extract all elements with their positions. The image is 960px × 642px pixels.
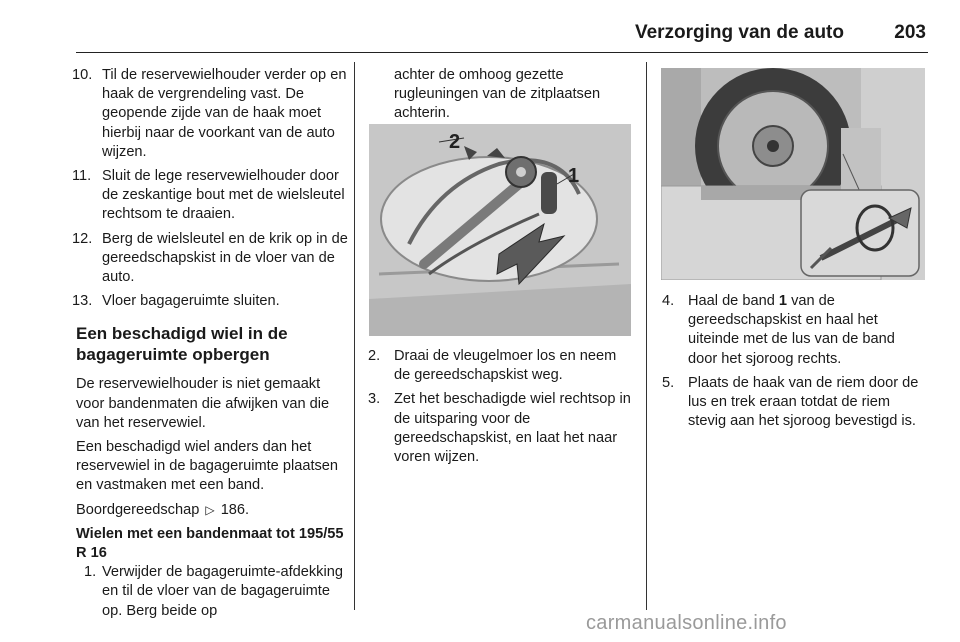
step-number: 11. — [72, 168, 92, 185]
step-text: Zet het beschadigde wiel rechtsop in de uitsparing voor de gereedschapskist, en laat het naar voren wijzen. — [394, 391, 631, 466]
step-1 — [76, 563, 348, 621]
step-number: 5. — [662, 374, 675, 391]
step-number: 10. — [72, 67, 93, 83]
step-text: Plaats de haak van de riem door de lus en trek eraan totdat de riem stevig aan het sjoroog bevestigd is. — [688, 374, 919, 430]
column-divider-2 — [646, 62, 647, 610]
spare-wheel-figure — [661, 68, 925, 280]
step-11 — [72, 167, 348, 225]
cross-reference-paragraph — [76, 501, 348, 520]
page-number: 203 — [894, 22, 926, 43]
reference-link[interactable]: 186. — [220, 501, 250, 518]
section-heading: Een beschadigd wiel in de bagageruimte opbergen — [76, 324, 288, 365]
step-3 — [368, 390, 636, 467]
paragraph: De reservewielhouder is niet gemaakt voor bandenmaten die afwijken van die van het reservewiel. — [76, 376, 330, 431]
step-number: 4. — [662, 293, 675, 309]
step-text: Verwijder de bagageruimte-afdekking en til de vloer van de bagageruimte op. Berg beide op — [102, 564, 343, 619]
step-text: Draai de vleugelmoer los en neem de gereedschapskist weg. — [394, 348, 617, 384]
column-1 — [72, 66, 348, 626]
toolbox-figure — [369, 124, 631, 336]
step-12 — [72, 230, 348, 288]
watermark: carmanualsonline.info — [586, 612, 787, 634]
step-continuation: achter de omhoog gezette rugleuningen van de zitplaatsen achterin. — [394, 67, 601, 122]
column-2-steps — [368, 347, 636, 472]
step-number: 2. — [368, 348, 381, 364]
callout-label-1: 1 — [568, 165, 580, 187]
section-title: Verzorging van de auto — [634, 22, 844, 43]
column-2 — [368, 66, 636, 129]
step-10 — [72, 66, 348, 162]
step-text: Til de reservewielhouder verder op en haak de vergrendeling vast. De geopende zijde van de haak moet hierbij naar de voorkant van de auto wijzen. — [102, 67, 347, 160]
callout-label-2: 2 — [449, 131, 461, 153]
step-number: 1. — [84, 564, 97, 581]
header-divider — [76, 52, 928, 53]
column-divider-1 — [354, 62, 355, 610]
step-text: Vloer bagageruimte sluiten. — [102, 293, 280, 310]
step-13 — [72, 292, 348, 311]
step-5 — [662, 374, 928, 432]
step-text: Sluit de lege reservewielhouder door de zeskantige bout met de wielsleutel rechtsom te draaien. — [102, 168, 345, 223]
subheading: Wielen met een bandenmaat tot 195/55 R 16 — [76, 525, 344, 562]
step-text-post: van de gereedschapskist en haal het uiteinde met de lus van de band door het sjoroog rechts. — [688, 293, 895, 367]
column-3 — [662, 292, 928, 436]
step-text: Berg de wielsleutel en de krik op in de gereedschapskist in de vloer van de auto. — [102, 230, 348, 286]
toolbox-illustration — [369, 124, 631, 336]
paragraph: Een beschadigd wiel anders dan het reservewiel in de bagageruimte plaatsen en vastmaken met een band. — [76, 439, 339, 494]
callout-reference: 1 — [778, 293, 788, 309]
page-reference-icon: ▷ — [205, 502, 215, 517]
step-number: 12. — [72, 230, 93, 247]
spare-wheel-illustration — [661, 68, 925, 280]
step-4 — [662, 292, 928, 369]
page-header — [76, 22, 928, 48]
step-2 — [368, 347, 636, 385]
step-number: 13. — [72, 293, 93, 310]
step-number: 3. — [368, 391, 381, 408]
reference-label: Boordgereedschap — [76, 501, 200, 518]
step-text-pre: Haal de band — [688, 293, 779, 309]
